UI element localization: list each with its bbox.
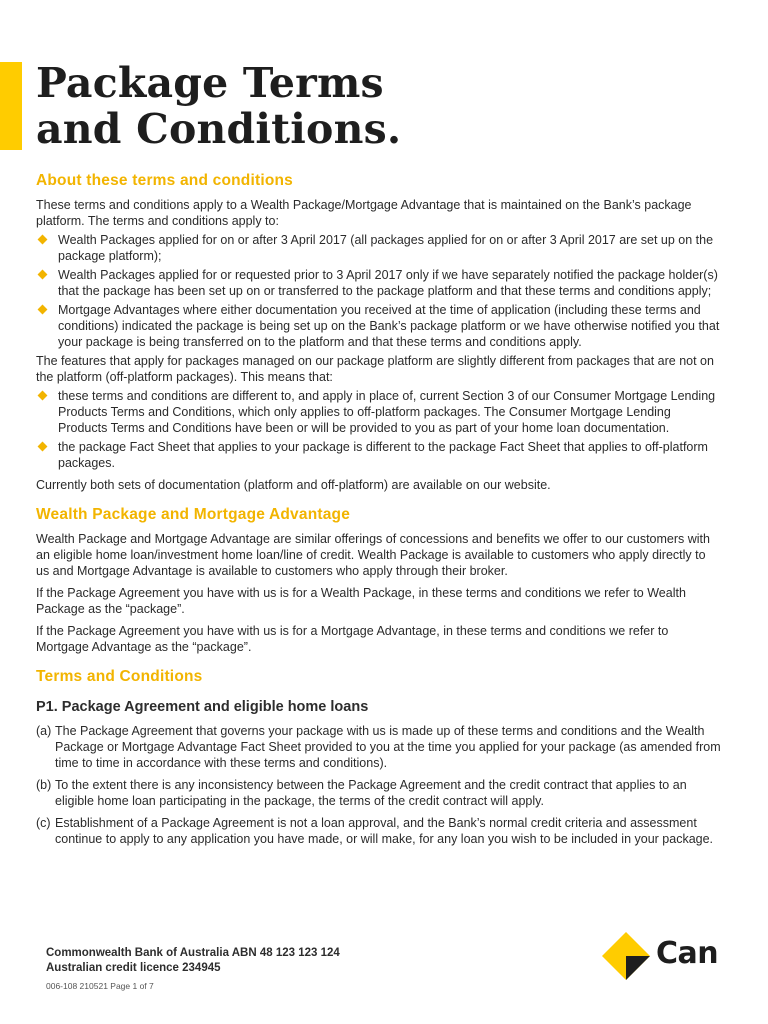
list-item-text: To the extent there is any inconsistency between the Package Agreement and the credit contract that applies to an eligible home loan participating in the package, the terms of the credit contract will apply. [55, 778, 687, 808]
footer-licence: Australian credit licence 234945 [46, 962, 221, 974]
section-heading-about: About these terms and conditions [36, 172, 294, 189]
list-item [36, 302, 722, 350]
list-item [36, 439, 722, 471]
about-intro: These terms and conditions apply to a Wealth Package/Mortgage Advantage that is maintained on the Bank’s package platform. The terms and conditions apply to: [36, 198, 692, 228]
footer-abn: Commonwealth Bank of Australia ABN 48 123 123 124 [46, 947, 340, 959]
section-heading-terms: Terms and Conditions [36, 668, 203, 685]
subheading-p1: P1. Package Agreement and eligible home loans [36, 699, 369, 715]
page-title-line-2: and Conditions. [36, 105, 402, 153]
list-item-text: Wealth Packages applied for on or after 3 April 2017 (all packages applied for on or after 3 April 2017 are set up on the package platform); [58, 233, 714, 263]
document-body [36, 171, 722, 853]
list-item-text: The Package Agreement that governs your package with us is made up of these terms and conditions and the Wealth Package or Mortgage Advantage Fact Sheet provided to you at the time you applied for your package (as amended from time to time in accordance with these terms and conditions). [55, 724, 721, 770]
list-item [36, 388, 722, 436]
page-title [36, 60, 736, 152]
diamond-bullet-icon [38, 442, 48, 452]
list-item-text: these terms and conditions are different to, and apply in place of, current Section 3 of our Consumer Mortgage Lending Products Terms and Conditions, which only applies to off-platform packages. The Consumer Mortgage Lending Products Terms and Conditions have been or will be provided to you as part of your home loan documentation. [58, 389, 716, 435]
section-heading-wealth: Wealth Package and Mortgage Advantage [36, 506, 351, 523]
wealth-para-2: If the Package Agreement you have with us is for a Wealth Package, in these terms and conditions we refer to Wealth Package as the “package”. [36, 586, 686, 616]
list-item-text: the package Fact Sheet that applies to your package is different to the package Fact Sheet that applies to off-platform packages. [58, 440, 708, 470]
list-item-text: Establishment of a Package Agreement is not a loan approval, and the Bank’s normal credit criteria and assessment continue to apply to any application you have made, or will make, for any loan you wish to be included in your package. [55, 816, 714, 846]
list-item-letter: (c) [36, 816, 51, 830]
list-item-text: Mortgage Advantages where either documentation you received at the time of application (including these terms and conditions) indicated the package is being set up on the Bank’s package platform or we have otherwise notified you that your package is being transferred on to the platform and that these terms and conditions apply. [58, 303, 720, 349]
list-item [36, 267, 722, 299]
list-item-letter: (a) [36, 724, 52, 738]
diamond-bullet-icon [38, 391, 48, 401]
list-item [36, 777, 722, 809]
page-title-line-1: Package Terms [36, 59, 384, 107]
diamond-bullet-icon [38, 235, 48, 245]
footer-page-code: 006-108 210521 Page 1 of 7 [46, 981, 154, 991]
logo-wordmark: Can [656, 936, 719, 971]
footer [46, 946, 446, 994]
about-closing: Currently both sets of documentation (platform and off-platform) are available on our website. [36, 478, 551, 492]
features-bullet-list [36, 388, 722, 471]
list-item-letter: (b) [36, 778, 52, 792]
wealth-para-1: Wealth Package and Mortgage Advantage are similar offerings of concessions and benefits we offer to our customers with an eligible home loan/investment home loan/line of credit. Wealth Package is available to customers who apply directly to us and Mortgage Advantage is available to customers who apply through their broker. [36, 532, 710, 578]
list-item [36, 815, 722, 847]
list-item-text: Wealth Packages applied for or requested prior to 3 April 2017 only if we have separately notified the package holder(s) that the package has been set up on or transferred to the package platform and that these terms and conditions apply; [58, 268, 718, 298]
diamond-bullet-icon [38, 270, 48, 280]
list-item [36, 232, 722, 264]
features-intro: The features that apply for packages managed on our package platform are slightly different from packages that are not on the platform (off-platform packages). This means that: [36, 354, 714, 384]
about-bullet-list [36, 232, 722, 350]
wealth-para-3: If the Package Agreement you have with us is for a Mortgage Advantage, in these terms and conditions we refer to Mortgage Advantage as the “package”. [36, 624, 669, 654]
p1-lettered-list [36, 723, 722, 847]
list-item [36, 723, 722, 771]
accent-bar [0, 62, 22, 150]
diamond-bullet-icon [38, 305, 48, 315]
